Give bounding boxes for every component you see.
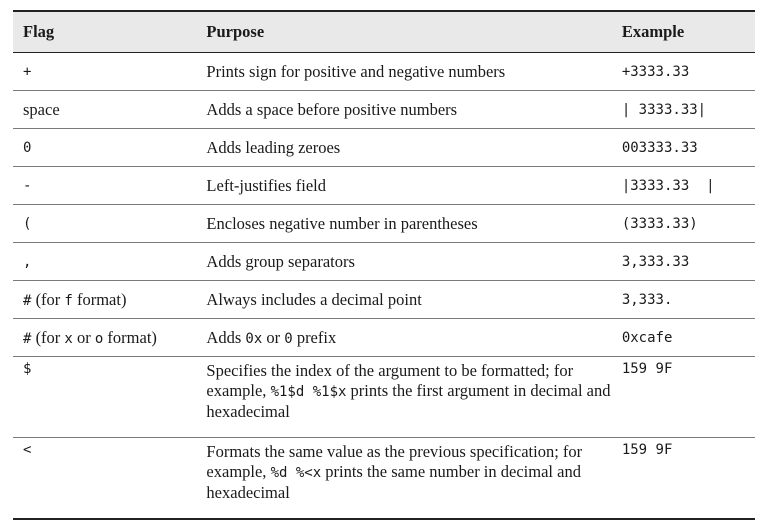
flag-cell: 0 [23, 139, 32, 156]
example-cell: (3333.33) [621, 215, 698, 232]
purpose-code: 0 [284, 330, 293, 347]
table-row [13, 53, 755, 91]
purpose-code: %1$d %1$x [270, 384, 347, 400]
table-row [13, 205, 755, 243]
table-row [13, 438, 755, 520]
example-cell: 3,333.33 [621, 253, 690, 270]
example-cell: 003333.33 [621, 139, 698, 156]
example-cell: | 3333.33| [621, 101, 707, 118]
flag-cell: - [23, 177, 32, 194]
table-row [13, 281, 755, 319]
flag-code: f [64, 292, 73, 309]
table-row [13, 91, 755, 129]
flag-text: (for [31, 289, 65, 309]
purpose-cell: Left-justifies field [206, 175, 327, 195]
purpose-text: Adds [206, 327, 246, 347]
flag-text: (for [31, 327, 65, 347]
format-flags-table [13, 10, 755, 520]
purpose-cell: Adds leading zeroes [206, 137, 341, 157]
flag-code: # [23, 330, 32, 347]
flag-cell: , [23, 253, 32, 270]
purpose-cell: Encloses negative number in parentheses [206, 213, 478, 233]
purpose-text: prefix [292, 327, 337, 347]
flag-cell: $ [23, 361, 32, 377]
example-cell: |3333.33 | [621, 177, 715, 194]
header-flag: Flag [23, 22, 55, 41]
purpose-code: 0x [245, 330, 263, 347]
purpose-cell: Prints sign for positive and negative numbers [206, 61, 506, 81]
table-row [13, 243, 755, 281]
purpose-text: Specifies the index of the argument to be formatted; for example, [206, 361, 574, 400]
header-example: Example [621, 22, 685, 41]
purpose-text: Formats the same value as the previous specification; for example, [206, 442, 583, 481]
purpose-code: %d %<x [270, 465, 322, 481]
purpose-cell: Always includes a decimal point [206, 289, 422, 309]
header-purpose: Purpose [206, 22, 265, 41]
flag-cell [13, 319, 196, 357]
table-header-row [13, 11, 755, 53]
example-cell: 0xcafe [621, 329, 673, 346]
flag-cell: < [23, 442, 32, 458]
flag-text: format) [72, 289, 127, 309]
example-cell: 159 9F [621, 361, 673, 377]
table-row [13, 167, 755, 205]
flag-text: or [72, 327, 95, 347]
table-row [13, 357, 755, 438]
example-cell: 159 9F [621, 442, 673, 458]
purpose-text: or [262, 327, 285, 347]
flag-cell: space [23, 99, 60, 119]
table-row [13, 319, 755, 357]
purpose-cell [196, 438, 611, 520]
flag-cell: + [23, 63, 32, 80]
flag-code: x [64, 330, 73, 347]
flag-text: format) [103, 327, 157, 347]
purpose-text: prints the first argument in decimal and hexadecimal [206, 381, 611, 421]
flag-code: # [23, 292, 32, 309]
table-row [13, 129, 755, 167]
example-cell: +3333.33 [621, 63, 690, 80]
flag-cell [13, 281, 196, 319]
purpose-cell: Adds group separators [206, 251, 355, 271]
purpose-cell [196, 357, 611, 438]
purpose-cell [196, 319, 611, 357]
purpose-cell: Adds a space before positive numbers [206, 99, 458, 119]
example-cell: 3,333. [621, 291, 673, 308]
purpose-text: prints the same number in decimal and hexadecimal [206, 462, 581, 502]
flag-cell: ( [23, 215, 32, 232]
flag-code: o [94, 330, 104, 347]
